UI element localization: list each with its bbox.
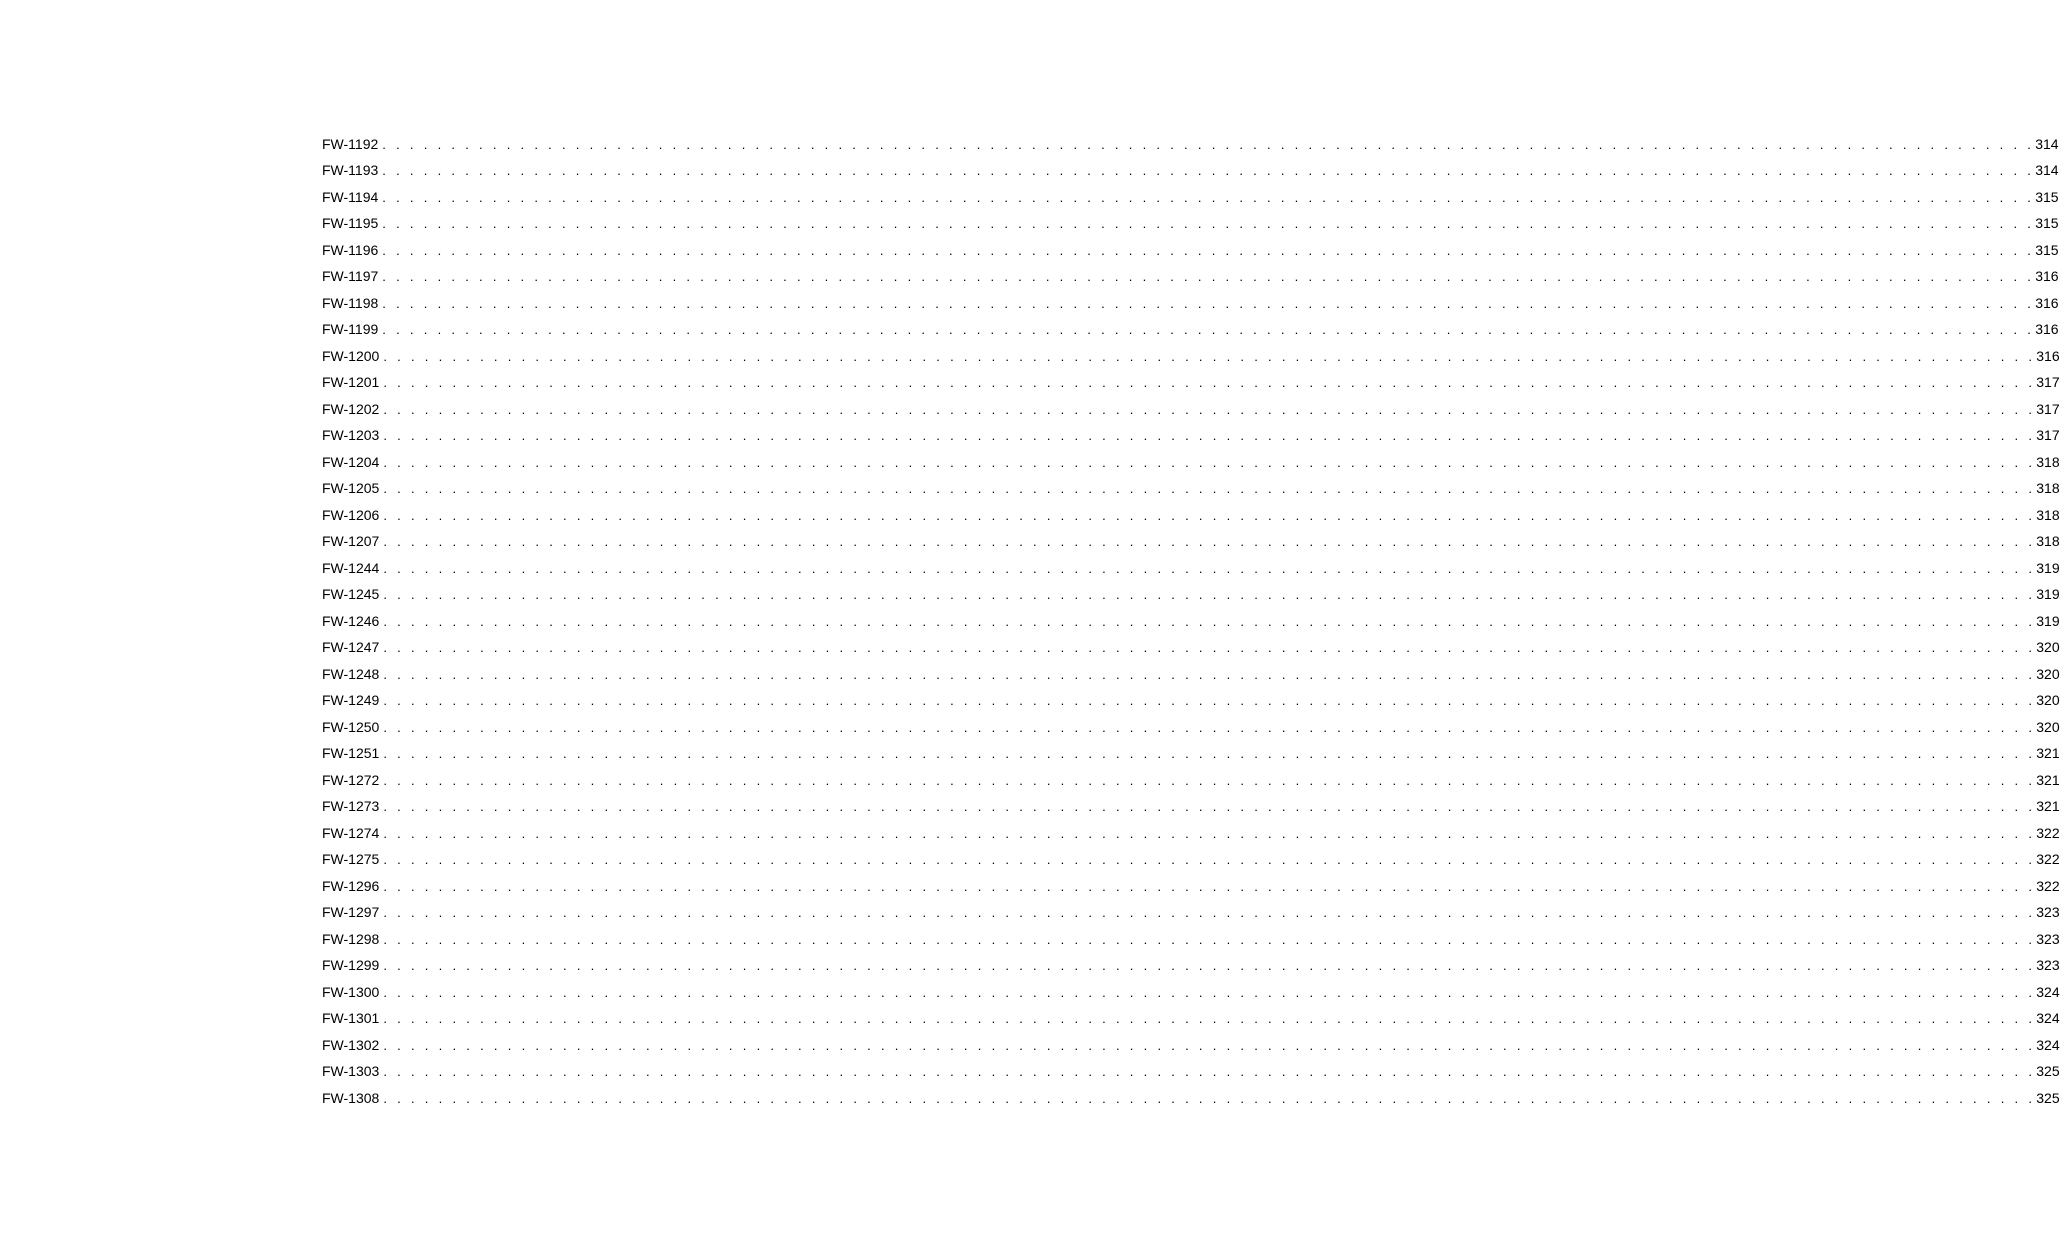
dot-leader: . . . . . . . . . . . . . . . . . . . . . . . . . . . . . . . . . . . . . . . . . . . . . . . . . . . . . . . . . . . . . . . . . . . . . . . . . . . . . . . . . . . . . . . . . . . . . . . . . . . . . . . . . . . . . . . . . . . . . . . .: [382, 295, 2035, 311]
toc-entry[interactable]: [322, 873, 2060, 900]
toc-entry-label: FW-1299: [322, 957, 380, 973]
toc-entry[interactable]: [322, 952, 2060, 979]
toc-entry[interactable]: [322, 263, 2059, 290]
toc-entry-label: FW-1196: [322, 241, 379, 258]
toc-entry[interactable]: [322, 237, 2059, 264]
toc-entry-page-number: 325: [2036, 1089, 2060, 1106]
dot-leader: . . . . . . . . . . . . . . . . . . . . . . . . . . . . . . . . . . . . . . . . . . . . . . . . . . . . . . . . . . . . . . . . . . . . . . . . . . . . . . . . . . . . . . . . . . . . . . . . . . . . . . . . . . . . . . . . . . . . . . . .: [383, 799, 2036, 814]
toc-entry[interactable]: [322, 661, 2060, 688]
toc-entry[interactable]: [322, 634, 2060, 661]
dot-leader: . . . . . . . . . . . . . . . . . . . . . . . . . . . . . . . . . . . . . . . . . . . . . . . . . . . . . . . . . . . . . . . . . . . . . . . . . . . . . . . . . . . . . . . . . . . . . . . . . . . . . . . . . . . . . . . . . . . . . . . .: [382, 163, 2035, 178]
dot-leader: . . . . . . . . . . . . . . . . . . . . . . . . . . . . . . . . . . . . . . . . . . . . . . . . . . . . . . . . . . . . . . . . . . . . . . . . . . . . . . . . . . . . . . . . . . . . . . . . . . . . . . . . . . . . . . . . . . . . . . . .: [383, 772, 2036, 788]
toc-entry-label: FW-1245: [322, 586, 380, 602]
toc-entry-page-number: 324: [2036, 983, 2060, 1000]
toc-entry-page-number: 314: [2035, 135, 2059, 152]
toc-entry-label: FW-1198: [322, 294, 379, 311]
toc-entry-page-number: 320: [2036, 718, 2060, 735]
toc-entry-page-number: 325: [2036, 1063, 2060, 1079]
toc-entry-page-number: 322: [2036, 877, 2060, 894]
toc-entry-page-number: 317: [2036, 374, 2060, 390]
dot-leader: . . . . . . . . . . . . . . . . . . . . . . . . . . . . . . . . . . . . . . . . . . . . . . . . . . . . . . . . . . . . . . . . . . . . . . . . . . . . . . . . . . . . . . . . . . . . . . . . . . . . . . . . . . . . . . . . . . . . . . . .: [383, 958, 2036, 973]
dot-leader: . . . . . . . . . . . . . . . . . . . . . . . . . . . . . . . . . . . . . . . . . . . . . . . . . . . . . . . . . . . . . . . . . . . . . . . . . . . . . . . . . . . . . . . . . . . . . . . . . . . . . . . . . . . . . . . . . . . . . . . .: [383, 746, 2036, 761]
dot-leader: . . . . . . . . . . . . . . . . . . . . . . . . . . . . . . . . . . . . . . . . . . . . . . . . . . . . . . . . . . . . . . . . . . . . . . . . . . . . . . . . . . . . . . . . . . . . . . . . . . . . . . . . . . . . . . . . . . . . . . . .: [383, 507, 2036, 523]
toc-entry[interactable]: [322, 820, 2060, 847]
toc-entry-label: FW-1207: [322, 533, 380, 549]
toc-entry-label: FW-1203: [322, 427, 380, 443]
dot-leader: . . . . . . . . . . . . . . . . . . . . . . . . . . . . . . . . . . . . . . . . . . . . . . . . . . . . . . . . . . . . . . . . . . . . . . . . . . . . . . . . . . . . . . . . . . . . . . . . . . . . . . . . . . . . . . . . . . . . . . . .: [383, 375, 2036, 390]
dot-leader: . . . . . . . . . . . . . . . . . . . . . . . . . . . . . . . . . . . . . . . . . . . . . . . . . . . . . . . . . . . . . . . . . . . . . . . . . . . . . . . . . . . . . . . . . . . . . . . . . . . . . . . . . . . . . . . . . . . . . . . .: [383, 613, 2036, 629]
toc-entry-label: FW-1194: [322, 188, 379, 205]
toc-entry-page-number: 321: [2036, 745, 2060, 761]
toc-entry[interactable]: [322, 422, 2060, 449]
table-of-contents: [322, 131, 2060, 1112]
toc-entry-label: FW-1206: [322, 506, 380, 523]
toc-entry-label: FW-1200: [322, 347, 380, 364]
toc-entry-page-number: 322: [2036, 824, 2060, 841]
toc-entry-page-number: 323: [2036, 904, 2060, 920]
toc-entry[interactable]: [322, 1085, 2060, 1112]
toc-entry-label: FW-1247: [322, 639, 380, 655]
toc-entry-label: FW-1251: [322, 745, 380, 761]
toc-entry-page-number: 321: [2036, 771, 2060, 788]
toc-entry[interactable]: [322, 475, 2060, 502]
toc-entry-page-number: 317: [2036, 427, 2060, 443]
toc-entry[interactable]: [322, 714, 2060, 741]
toc-entry-page-number: 318: [2036, 533, 2060, 549]
toc-entry[interactable]: [322, 131, 2059, 158]
toc-entry-label: FW-1204: [322, 453, 380, 470]
dot-leader: . . . . . . . . . . . . . . . . . . . . . . . . . . . . . . . . . . . . . . . . . . . . . . . . . . . . . . . . . . . . . . . . . . . . . . . . . . . . . . . . . . . . . . . . . . . . . . . . . . . . . . . . . . . . . . . . . . . . . . . .: [383, 534, 2036, 549]
toc-entry-page-number: 324: [2036, 1010, 2060, 1026]
toc-entry-page-number: 316: [2035, 294, 2059, 311]
dot-leader: . . . . . . . . . . . . . . . . . . . . . . . . . . . . . . . . . . . . . . . . . . . . . . . . . . . . . . . . . . . . . . . . . . . . . . . . . . . . . . . . . . . . . . . . . . . . . . . . . . . . . . . . . . . . . . . . . . . . . . . .: [383, 666, 2036, 682]
toc-entry[interactable]: [322, 290, 2059, 317]
toc-entry-page-number: 320: [2036, 692, 2060, 708]
dot-leader: . . . . . . . . . . . . . . . . . . . . . . . . . . . . . . . . . . . . . . . . . . . . . . . . . . . . . . . . . . . . . . . . . . . . . . . . . . . . . . . . . . . . . . . . . . . . . . . . . . . . . . . . . . . . . . . . . . . . . . . .: [383, 1011, 2036, 1026]
toc-entry-label: FW-1297: [322, 904, 380, 920]
dot-leader: . . . . . . . . . . . . . . . . . . . . . . . . . . . . . . . . . . . . . . . . . . . . . . . . . . . . . . . . . . . . . . . . . . . . . . . . . . . . . . . . . . . . . . . . . . . . . . . . . . . . . . . . . . . . . . . . . . . . . . . .: [383, 454, 2036, 470]
toc-entry[interactable]: [322, 369, 2060, 396]
dot-leader: . . . . . . . . . . . . . . . . . . . . . . . . . . . . . . . . . . . . . . . . . . . . . . . . . . . . . . . . . . . . . . . . . . . . . . . . . . . . . . . . . . . . . . . . . . . . . . . . . . . . . . . . . . . . . . . . . . . . . . . .: [382, 322, 2035, 337]
dot-leader: . . . . . . . . . . . . . . . . . . . . . . . . . . . . . . . . . . . . . . . . . . . . . . . . . . . . . . . . . . . . . . . . . . . . . . . . . . . . . . . . . . . . . . . . . . . . . . . . . . . . . . . . . . . . . . . . . . . . . . . .: [383, 348, 2036, 364]
toc-entry[interactable]: [322, 846, 2060, 873]
toc-entry-page-number: 324: [2036, 1036, 2060, 1053]
toc-entry-label: FW-1199: [322, 321, 379, 337]
toc-entry-label: FW-1197: [322, 268, 379, 284]
dot-leader: . . . . . . . . . . . . . . . . . . . . . . . . . . . . . . . . . . . . . . . . . . . . . . . . . . . . . . . . . . . . . . . . . . . . . . . . . . . . . . . . . . . . . . . . . . . . . . . . . . . . . . . . . . . . . . . . . . . . . . . .: [383, 878, 2036, 894]
toc-entry-label: FW-1205: [322, 480, 380, 496]
toc-entry-label: FW-1303: [322, 1063, 380, 1079]
toc-entry-label: FW-1298: [322, 930, 380, 947]
toc-entry[interactable]: [322, 343, 2060, 370]
toc-entry[interactable]: [322, 1032, 2060, 1059]
toc-entry-page-number: 315: [2035, 188, 2059, 205]
dot-leader: . . . . . . . . . . . . . . . . . . . . . . . . . . . . . . . . . . . . . . . . . . . . . . . . . . . . . . . . . . . . . . . . . . . . . . . . . . . . . . . . . . . . . . . . . . . . . . . . . . . . . . . . . . . . . . . . . . . . . . . .: [383, 852, 2036, 867]
dot-leader: . . . . . . . . . . . . . . . . . . . . . . . . . . . . . . . . . . . . . . . . . . . . . . . . . . . . . . . . . . . . . . . . . . . . . . . . . . . . . . . . . . . . . . . . . . . . . . . . . . . . . . . . . . . . . . . . . . . . . . . .: [383, 560, 2036, 576]
toc-entry[interactable]: [322, 396, 2060, 423]
dot-leader: . . . . . . . . . . . . . . . . . . . . . . . . . . . . . . . . . . . . . . . . . . . . . . . . . . . . . . . . . . . . . . . . . . . . . . . . . . . . . . . . . . . . . . . . . . . . . . . . . . . . . . . . . . . . . . . . . . . . . . . .: [383, 428, 2036, 443]
toc-entry-label: FW-1202: [322, 400, 380, 417]
dot-leader: . . . . . . . . . . . . . . . . . . . . . . . . . . . . . . . . . . . . . . . . . . . . . . . . . . . . . . . . . . . . . . . . . . . . . . . . . . . . . . . . . . . . . . . . . . . . . . . . . . . . . . . . . . . . . . . . . . . . . . . .: [383, 587, 2036, 602]
toc-entry-page-number: 321: [2036, 798, 2060, 814]
toc-entry[interactable]: [322, 608, 2060, 635]
toc-entry-label: FW-1272: [322, 771, 380, 788]
dot-leader: . . . . . . . . . . . . . . . . . . . . . . . . . . . . . . . . . . . . . . . . . . . . . . . . . . . . . . . . . . . . . . . . . . . . . . . . . . . . . . . . . . . . . . . . . . . . . . . . . . . . . . . . . . . . . . . . . . . . . . . .: [383, 401, 2036, 417]
toc-entry-label: FW-1201: [322, 374, 380, 390]
toc-entry[interactable]: [322, 1058, 2060, 1085]
toc-entry-page-number: 322: [2036, 851, 2060, 867]
toc-entry[interactable]: [322, 899, 2060, 926]
dot-leader: . . . . . . . . . . . . . . . . . . . . . . . . . . . . . . . . . . . . . . . . . . . . . . . . . . . . . . . . . . . . . . . . . . . . . . . . . . . . . . . . . . . . . . . . . . . . . . . . . . . . . . . . . . . . . . . . . . . . . . . .: [383, 481, 2036, 496]
toc-entry[interactable]: [322, 767, 2060, 794]
toc-entry-label: FW-1275: [322, 851, 380, 867]
toc-entry-page-number: 315: [2035, 215, 2059, 231]
toc-entry-page-number: 317: [2036, 400, 2060, 417]
toc-entry-page-number: 318: [2036, 453, 2060, 470]
toc-entry-label: FW-1301: [322, 1010, 380, 1026]
toc-entry[interactable]: [322, 316, 2059, 343]
dot-leader: . . . . . . . . . . . . . . . . . . . . . . . . . . . . . . . . . . . . . . . . . . . . . . . . . . . . . . . . . . . . . . . . . . . . . . . . . . . . . . . . . . . . . . . . . . . . . . . . . . . . . . . . . . . . . . . . . . . . . . . .: [382, 189, 2035, 205]
toc-entry-page-number: 319: [2036, 612, 2060, 629]
dot-leader: . . . . . . . . . . . . . . . . . . . . . . . . . . . . . . . . . . . . . . . . . . . . . . . . . . . . . . . . . . . . . . . . . . . . . . . . . . . . . . . . . . . . . . . . . . . . . . . . . . . . . . . . . . . . . . . . . . . . . . . .: [382, 216, 2035, 231]
toc-entry[interactable]: [322, 687, 2060, 714]
toc-entry-page-number: 315: [2035, 241, 2059, 258]
toc-entry-label: FW-1274: [322, 824, 380, 841]
dot-leader: . . . . . . . . . . . . . . . . . . . . . . . . . . . . . . . . . . . . . . . . . . . . . . . . . . . . . . . . . . . . . . . . . . . . . . . . . . . . . . . . . . . . . . . . . . . . . . . . . . . . . . . . . . . . . . . . . . . . . . . .: [382, 269, 2035, 284]
toc-entry-label: FW-1302: [322, 1036, 380, 1053]
toc-entry-page-number: 320: [2036, 665, 2060, 682]
toc-entry-label: FW-1193: [322, 162, 379, 178]
toc-entry[interactable]: [322, 502, 2060, 529]
toc-entry-label: FW-1246: [322, 612, 380, 629]
dot-leader: . . . . . . . . . . . . . . . . . . . . . . . . . . . . . . . . . . . . . . . . . . . . . . . . . . . . . . . . . . . . . . . . . . . . . . . . . . . . . . . . . . . . . . . . . . . . . . . . . . . . . . . . . . . . . . . . . . . . . . . .: [383, 1037, 2036, 1053]
toc-entry[interactable]: [322, 740, 2060, 767]
dot-leader: . . . . . . . . . . . . . . . . . . . . . . . . . . . . . . . . . . . . . . . . . . . . . . . . . . . . . . . . . . . . . . . . . . . . . . . . . . . . . . . . . . . . . . . . . . . . . . . . . . . . . . . . . . . . . . . . . . . . . . . .: [383, 1090, 2036, 1106]
toc-entry[interactable]: [322, 926, 2060, 953]
toc-entry-label: FW-1300: [322, 983, 380, 1000]
dot-leader: . . . . . . . . . . . . . . . . . . . . . . . . . . . . . . . . . . . . . . . . . . . . . . . . . . . . . . . . . . . . . . . . . . . . . . . . . . . . . . . . . . . . . . . . . . . . . . . . . . . . . . . . . . . . . . . . . . . . . . . .: [383, 984, 2036, 1000]
dot-leader: . . . . . . . . . . . . . . . . . . . . . . . . . . . . . . . . . . . . . . . . . . . . . . . . . . . . . . . . . . . . . . . . . . . . . . . . . . . . . . . . . . . . . . . . . . . . . . . . . . . . . . . . . . . . . . . . . . . . . . . .: [383, 905, 2036, 920]
toc-entry-label: FW-1195: [322, 215, 379, 231]
toc-entry[interactable]: [322, 979, 2060, 1006]
toc-entry-page-number: 319: [2036, 586, 2060, 602]
toc-entry[interactable]: [322, 1005, 2060, 1032]
dot-leader: . . . . . . . . . . . . . . . . . . . . . . . . . . . . . . . . . . . . . . . . . . . . . . . . . . . . . . . . . . . . . . . . . . . . . . . . . . . . . . . . . . . . . . . . . . . . . . . . . . . . . . . . . . . . . . . . . . . . . . . .: [382, 136, 2035, 152]
dot-leader: . . . . . . . . . . . . . . . . . . . . . . . . . . . . . . . . . . . . . . . . . . . . . . . . . . . . . . . . . . . . . . . . . . . . . . . . . . . . . . . . . . . . . . . . . . . . . . . . . . . . . . . . . . . . . . . . . . . . . . . .: [383, 931, 2036, 947]
toc-entry[interactable]: [322, 555, 2060, 582]
toc-entry-label: FW-1273: [322, 798, 380, 814]
toc-entry-label: FW-1308: [322, 1089, 380, 1106]
toc-entry-page-number: 318: [2036, 480, 2060, 496]
toc-entry-label: FW-1244: [322, 559, 380, 576]
dot-leader: . . . . . . . . . . . . . . . . . . . . . . . . . . . . . . . . . . . . . . . . . . . . . . . . . . . . . . . . . . . . . . . . . . . . . . . . . . . . . . . . . . . . . . . . . . . . . . . . . . . . . . . . . . . . . . . . . . . . . . . .: [383, 693, 2036, 708]
toc-entry-page-number: 323: [2036, 930, 2060, 947]
toc-entry-label: FW-1192: [322, 135, 379, 152]
toc-entry-page-number: 318: [2036, 506, 2060, 523]
toc-entry[interactable]: [322, 157, 2059, 184]
toc-entry-page-number: 316: [2035, 268, 2059, 284]
toc-entry-label: FW-1250: [322, 718, 380, 735]
toc-entry[interactable]: [322, 793, 2060, 820]
toc-entry[interactable]: [322, 581, 2060, 608]
toc-entry[interactable]: [322, 184, 2059, 211]
toc-entry-label: FW-1296: [322, 877, 380, 894]
dot-leader: . . . . . . . . . . . . . . . . . . . . . . . . . . . . . . . . . . . . . . . . . . . . . . . . . . . . . . . . . . . . . . . . . . . . . . . . . . . . . . . . . . . . . . . . . . . . . . . . . . . . . . . . . . . . . . . . . . . . . . . .: [382, 242, 2035, 258]
dot-leader: . . . . . . . . . . . . . . . . . . . . . . . . . . . . . . . . . . . . . . . . . . . . . . . . . . . . . . . . . . . . . . . . . . . . . . . . . . . . . . . . . . . . . . . . . . . . . . . . . . . . . . . . . . . . . . . . . . . . . . . .: [383, 1064, 2036, 1079]
toc-entry[interactable]: [322, 210, 2059, 237]
toc-entry-page-number: 319: [2036, 559, 2060, 576]
toc-entry-page-number: 314: [2035, 162, 2059, 178]
dot-leader: . . . . . . . . . . . . . . . . . . . . . . . . . . . . . . . . . . . . . . . . . . . . . . . . . . . . . . . . . . . . . . . . . . . . . . . . . . . . . . . . . . . . . . . . . . . . . . . . . . . . . . . . . . . . . . . . . . . . . . . .: [383, 719, 2036, 735]
toc-entry-label: FW-1249: [322, 692, 380, 708]
toc-entry-page-number: 320: [2036, 639, 2060, 655]
toc-entry-label: FW-1248: [322, 665, 380, 682]
toc-entry-page-number: 323: [2036, 957, 2060, 973]
toc-entry-page-number: 316: [2035, 321, 2059, 337]
dot-leader: . . . . . . . . . . . . . . . . . . . . . . . . . . . . . . . . . . . . . . . . . . . . . . . . . . . . . . . . . . . . . . . . . . . . . . . . . . . . . . . . . . . . . . . . . . . . . . . . . . . . . . . . . . . . . . . . . . . . . . . .: [383, 825, 2036, 841]
toc-entry[interactable]: [322, 528, 2060, 555]
dot-leader: . . . . . . . . . . . . . . . . . . . . . . . . . . . . . . . . . . . . . . . . . . . . . . . . . . . . . . . . . . . . . . . . . . . . . . . . . . . . . . . . . . . . . . . . . . . . . . . . . . . . . . . . . . . . . . . . . . . . . . . .: [383, 640, 2036, 655]
toc-entry-page-number: 316: [2036, 347, 2060, 364]
toc-entry[interactable]: [322, 449, 2060, 476]
